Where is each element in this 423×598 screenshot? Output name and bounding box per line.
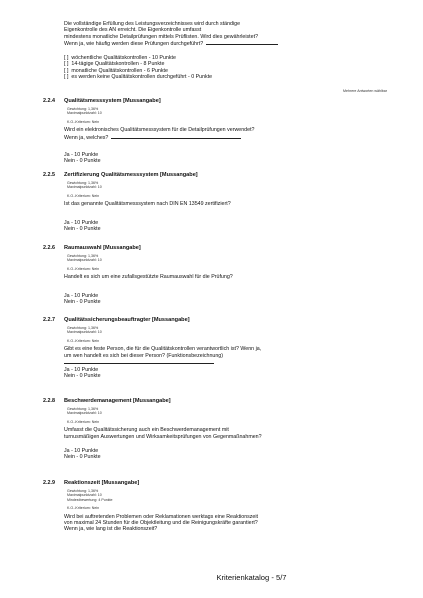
checkbox[interactable]: [ ]: [64, 55, 69, 61]
page-footer: Kriterienkatalog - 5/7: [216, 573, 287, 582]
answer-option: Nein - 0 Punkte: [64, 226, 101, 233]
intro-line: Eigenkontrolle des AN erreicht. Die Eigenkontrolle umfasst: [64, 27, 202, 34]
question-text: von maximal 24 Stunden für die Objektleitung und die Reinigungskräfte garantiert?: [64, 520, 258, 527]
question-text: Handelt es sich um eine zufallsgestützte Raumauswahl für die Prüfung?: [64, 274, 233, 281]
section-title: Beschwerdemanagement [Mussangabe]: [64, 398, 171, 404]
question-text: Gibt es eine feste Person, die für die Qualitätskontrollen verantwortlich ist? Wenn ja,: [64, 346, 262, 353]
checkbox-option[interactable]: [ ] 14-tägige Qualitätskontrollen - 8 Punkte: [64, 61, 165, 68]
question-text: Ist das genannte Qualitätsmesssystem nach DIN EN 13549 zertifiziert?: [64, 201, 231, 208]
section-2-2-4: [43, 98, 393, 165]
max-points: Maximalpunktzahl: 10: [67, 411, 102, 416]
answer-option: Ja - 10 Punkte: [64, 152, 99, 159]
weighting: Gewichtung: 1,36%: [67, 181, 99, 185]
answer-option: Nein - 0 Punkte: [64, 299, 101, 306]
max-points: Maximalpunktzahl: 10: [67, 111, 102, 116]
max-points: Maximalpunktzahl: 10: [67, 258, 102, 263]
question-text: Umfasst die Qualitätssicherung auch ein Beschwerdemanagement mit: [64, 427, 229, 434]
checkbox-option[interactable]: [ ] es werden keine Qualitätskontrollen durchgeführt - 0 Punkte: [64, 74, 213, 81]
checkbox[interactable]: [ ]: [64, 67, 69, 74]
ko-criterion: K.O.-Kriterium: Nein: [67, 419, 100, 424]
answer-line[interactable]: [111, 134, 241, 139]
section-number: 2.2.5: [43, 172, 55, 178]
section-2-2-5: [43, 172, 393, 232]
answer-option: Ja - 10 Punkte: [64, 448, 99, 455]
section-title: Zertifizierung Qualitätsmesssystem [Mussangabe]: [64, 172, 198, 178]
ko-criterion: K.O.-Kriterium: Nein: [67, 338, 100, 343]
section-number: 2.2.8: [43, 398, 55, 404]
answer-option: Ja - 10 Punkte: [64, 367, 99, 374]
answer-line[interactable]: [206, 40, 278, 45]
intro-options: [64, 55, 212, 81]
question-text: um wen handelt es sich bei dieser Person? (Funktionsbezeichnung): [64, 352, 223, 359]
checkbox[interactable]: [ ]: [64, 61, 69, 68]
section-2-2-9: [43, 480, 393, 533]
min-rating: Mindestbewertung: 4 Punkte: [67, 497, 113, 502]
section-title: Qualitätsmesssystem [Mussangabe]: [64, 98, 161, 104]
answer-line[interactable]: [64, 359, 214, 364]
intro-question: [64, 21, 278, 48]
section-2-2-7: [43, 317, 393, 380]
section-number: 2.2.4: [43, 98, 55, 104]
question-text: Wenn ja, welches?: [64, 134, 393, 141]
weighting: Gewichtung: 1,36%: [67, 489, 99, 493]
ko-criterion: K.O.-Kriterium: Nein: [67, 266, 100, 271]
multi-answer-note: Mehrere Antworten wählbar: [343, 89, 387, 93]
ko-criterion: K.O.-Kriterium: Nein: [67, 193, 100, 198]
section-number: 2.2.6: [43, 245, 55, 251]
intro-line: Die vollständige Erfüllung des Leistungsverzeichnisses wird durch ständige: [64, 21, 241, 27]
answer-option: Nein - 0 Punkte: [64, 373, 101, 380]
answer-option: Nein - 0 Punkte: [64, 454, 101, 461]
max-points: Maximalpunktzahl: 10: [67, 330, 102, 335]
intro-line: mindestens monatliche Detailprüfungen mittels Prüflisten. Wird dies gewährleistet?: [64, 33, 259, 40]
checkbox-option[interactable]: [ ] monatliche Qualitätskontrollen - 6 Punkte: [64, 67, 168, 74]
weighting: Gewichtung: 1,36%: [67, 254, 99, 258]
question-text: Wird ein elektronisches Qualitätsmesssystem für die Detailprüfungen verwendet?: [64, 127, 255, 134]
question-text: turnusmäßigen Auswertungen und Wirksamkeitsprüfungen von Gegenmaßnahmen?: [64, 433, 262, 440]
checkbox-option[interactable]: [ ] wöchentliche Qualitätskontrollen - 10 Punkte: [64, 55, 176, 61]
section-2-2-6: [43, 245, 393, 305]
checkbox[interactable]: [ ]: [64, 74, 69, 81]
answer-option: Ja - 10 Punkte: [64, 292, 99, 299]
ko-criterion: K.O.-Kriterium: Nein: [67, 119, 100, 124]
max-points: Maximalpunktzahl: 10: [67, 493, 102, 498]
question-text: Wenn ja, wie lang ist die Reaktionszeit?: [64, 526, 158, 533]
weighting: Gewichtung: 1,36%: [67, 107, 99, 111]
section-number: 2.2.9: [43, 480, 55, 486]
intro-line: Wenn ja, wie häufig werden diese Prüfungen durchgeführt?: [64, 40, 278, 47]
weighting: Gewichtung: 1,36%: [67, 407, 99, 411]
section-title: Qualitätssicherungsbeauftragter [Mussangabe]: [64, 317, 190, 323]
section-2-2-8: [43, 398, 393, 461]
answer-option: Ja - 10 Punkte: [64, 219, 99, 226]
question-text: Wird bei auftretenden Problemen oder Reklamationen werktags eine Reaktionszeit: [64, 513, 259, 520]
answer-option: Nein - 0 Punkte: [64, 158, 101, 165]
weighting: Gewichtung: 1,36%: [67, 326, 99, 330]
section-title: Raumauswahl [Mussangabe]: [64, 245, 141, 251]
max-points: Maximalpunktzahl: 10: [67, 185, 102, 190]
section-title: Reaktionszeit [Mussangabe]: [64, 480, 140, 486]
ko-criterion: K.O.-Kriterium: Nein: [67, 506, 100, 511]
section-number: 2.2.7: [43, 317, 55, 323]
